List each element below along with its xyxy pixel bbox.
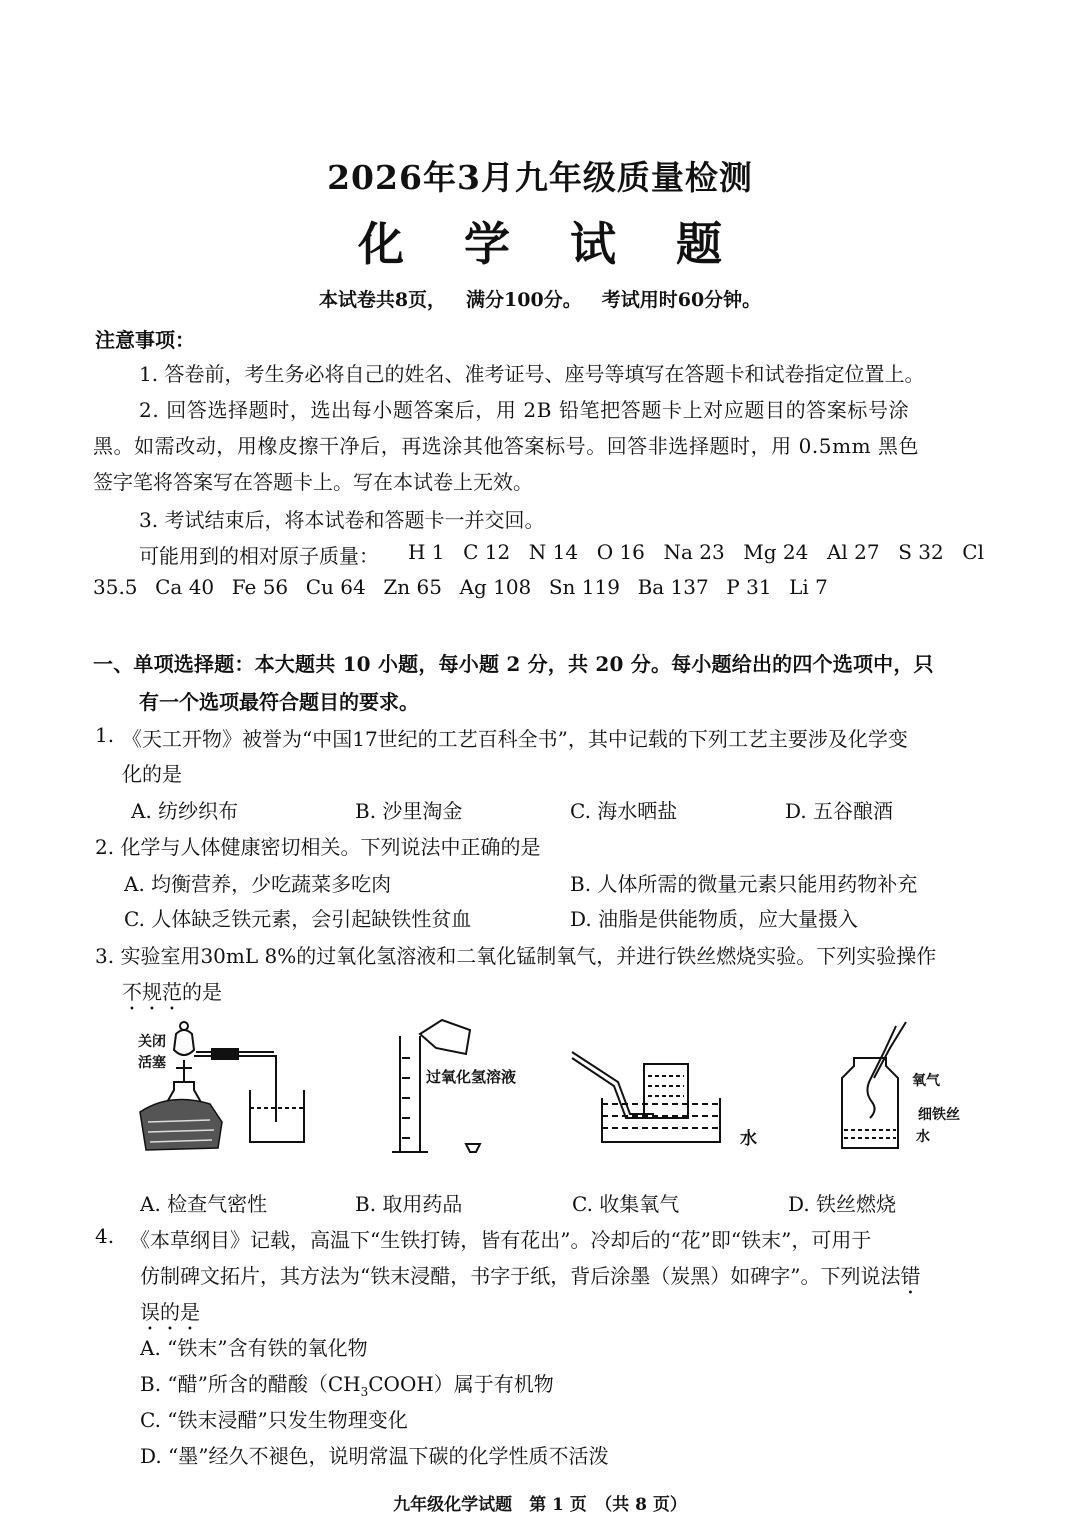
notice-item-2-line-2: 黑。如需改动，用橡皮擦干净后，再选涂其他答案标号。回答非选择题时，用 0.5mm 黑色 <box>93 434 920 458</box>
q3-stem-line-1: 3. 实验室用30mL 8%的过氧化氢溶液和二氧化锰制氧气，并进行铁丝燃烧实验。下列实验操作 <box>95 944 937 968</box>
q1-option-b[interactable]: B. 沙里淘金 <box>355 799 463 823</box>
atomic-mass-line-2: 35.5 Ca 40 Fe 56 Cu 64 Zn 65 Ag 108 Sn 119 Ba 137 P 31 Li 7 <box>93 575 828 599</box>
figure-a-airtightness <box>140 1012 340 1152</box>
q1-stem-line-1: 《天工开物》被誉为“中国17世纪的工艺百科全书”，其中记载的下列工艺主要涉及化学变 <box>122 727 908 751</box>
q4-stem-line-1: 《本草纲目》记载，高温下“生铁打铸，皆有花出”。冷却后的“花”即“铁末”，可用于 <box>130 1228 872 1252</box>
exam-info-time: 考试用时60分钟。 <box>601 289 762 311</box>
label-close-2: 活塞 <box>138 1055 166 1071</box>
section-1-heading-line-1: 一、单项选择题：本大题共 10 小题，每小题 2 分，共 20 分。每小题给出的四个选项中，只 <box>93 652 934 676</box>
q2-stem: 2. 化学与人体健康密切相关。下列说法中正确的是 <box>95 835 541 859</box>
q1-number: 1. <box>95 723 115 747</box>
q1-option-d[interactable]: D. 五谷酿酒 <box>785 799 894 823</box>
label-water-d: 水 <box>916 1129 930 1145</box>
exam-info-pages: 本试卷共8页， <box>318 289 447 311</box>
q4-option-b[interactable]: B. “醋”所含的醋酸$(CH_3COOH)$属于有机物 <box>140 1372 554 1399</box>
exam-title: 2026年3月九年级质量检测 <box>327 158 753 197</box>
q3-option-c[interactable]: C. 收集氧气 <box>572 1192 680 1216</box>
q3-stem-line-2: 不规范的是 <box>122 980 222 1004</box>
q2-option-c[interactable]: C. 人体缺乏铁元素，会引起缺铁性贫血 <box>124 907 472 931</box>
label-h2o2: 过氧化氢溶液 <box>426 1068 517 1086</box>
label-water-c: 水 <box>740 1129 757 1149</box>
q1-option-c[interactable]: C. 海水晒盐 <box>570 799 678 823</box>
figure-d-iron-burning <box>836 1018 916 1153</box>
q4-number: 4. <box>95 1224 115 1248</box>
q4-option-a[interactable]: A. “铁末”含有铁的氧化物 <box>140 1336 368 1360</box>
q3-option-a[interactable]: A. 检查气密性 <box>140 1192 268 1216</box>
page-footer: 九年级化学试题 第 1 页 （共 8 页） <box>393 1495 687 1515</box>
label-oxygen: 氧气 <box>912 1073 940 1089</box>
q4-option-d[interactable]: D. “墨”经久不褪色，说明常温下碳的化学性质不活泼 <box>140 1444 609 1468</box>
q4-option-c[interactable]: C. “铁末浸醋”只发生物理变化 <box>140 1408 408 1432</box>
atomic-mass-label: 可能用到的相对原子质量： <box>139 544 379 568</box>
q2-option-a[interactable]: A. 均衡营养，少吃蔬菜多吃肉 <box>124 872 392 896</box>
notice-item-2-line-1: 2. 回答选择题时，选出每小题答案后，用 2B 铅笔把答题卡上对应题目的答案标号涂 <box>139 398 910 422</box>
q3-option-b[interactable]: B. 取用药品 <box>355 1192 463 1216</box>
exam-info <box>0 285 1080 312</box>
notice-item-2-line-3: 签字笔将答案写在答题卡上。写在本试卷上无效。 <box>93 470 533 494</box>
q4-stem-line-3: 误的是 <box>140 1300 200 1324</box>
notice-item-1: 1. 答卷前，考生务必将自己的姓名、准考证号、座号等填写在答题卡和试卷指定位置上。 <box>139 362 925 386</box>
q2-option-b[interactable]: B. 人体所需的微量元素只能用药物补充 <box>570 872 918 896</box>
subject-title: 化 学 试 题 <box>357 217 745 271</box>
q2-option-d[interactable]: D. 油脂是供能物质，应大量摄入 <box>570 907 859 931</box>
exam-info-score: 满分100分。 <box>466 289 582 311</box>
figure-c-collect-oxygen <box>570 1040 730 1150</box>
notice-item-3: 3. 考试结束后，将本试卷和答题卡一并交回。 <box>139 508 545 532</box>
q1-stem-line-2: 化的是 <box>122 762 182 786</box>
q1-option-a[interactable]: A. 纺纱织布 <box>131 799 239 823</box>
q3-emphasis: 不规范 <box>122 980 182 1004</box>
figure-b-take-reagent <box>380 1018 520 1158</box>
q4-stem-line-2: 仿制碑文拓片，其方法为“铁末浸醋，书字于纸，背后涂墨（炭黑）如碑字”。下列说法错 <box>140 1264 921 1288</box>
label-iron-wire: 细铁丝 <box>918 1107 960 1123</box>
q3-option-d[interactable]: D. 铁丝燃烧 <box>788 1192 897 1216</box>
notice-heading: 注意事项： <box>95 328 195 352</box>
atomic-mass-line-1: H 1 C 12 N 14 O 16 Na 23 Mg 24 Al 27 S 32 Cl <box>408 540 984 564</box>
label-close-1: 关闭 <box>138 1034 166 1050</box>
section-1-heading-line-2: 有一个选项最符合题目的要求。 <box>139 690 419 714</box>
